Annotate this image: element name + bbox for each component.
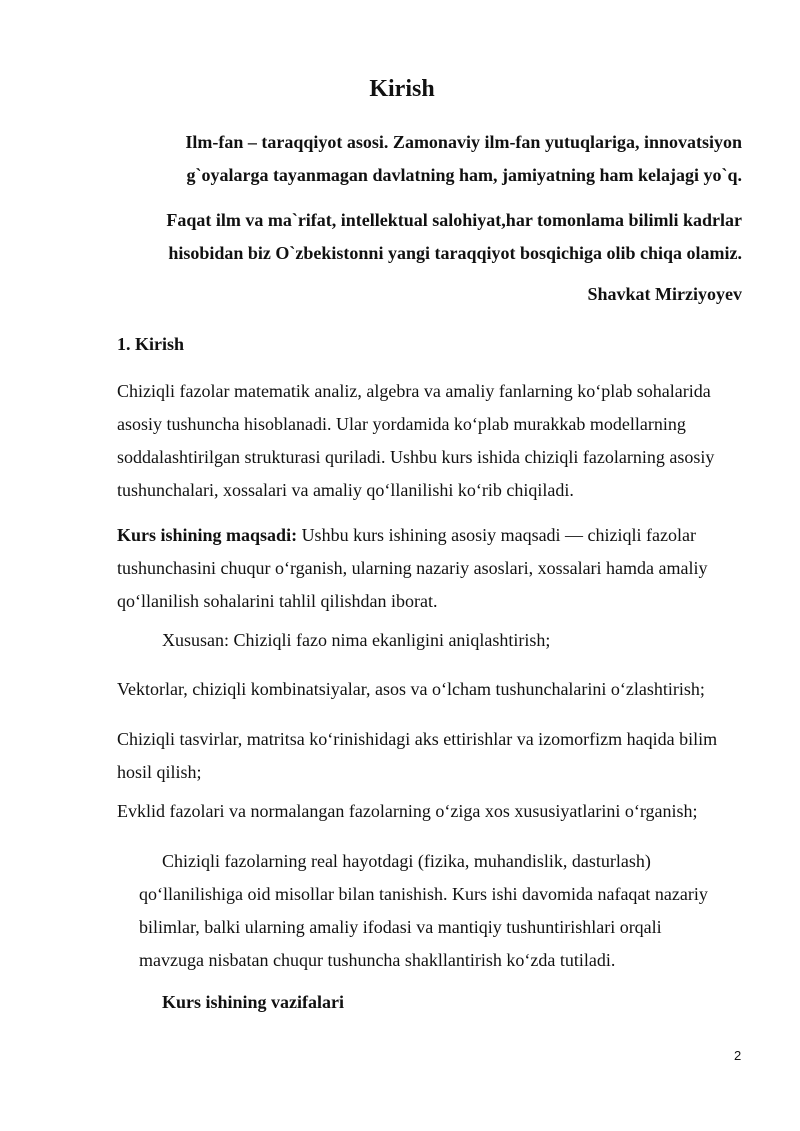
epigraph-paragraph-2: Faqat ilm va ma`rifat, intellektual salohiyat,har tomonlama bilimli kadrlar hisobidan biz O`zbekistonni yangi taraqqiyot bosqichiga olib chiqa olamiz.	[166, 210, 742, 263]
epigraph-paragraph-1: Ilm-fan – taraqqiyot asosi. Zamonaviy ilm-fan yutuqlariga, innovatsiyon g`oyalarga tayanmagan davlatning ham, jamiyatning ham kelajagi yo`q.	[185, 132, 742, 185]
goal-paragraph	[117, 519, 747, 618]
section-heading: 1. Kirish	[117, 334, 185, 354]
list-item-4: Evklid fazolari va normalangan fazolarning o‘ziga xos xususiyatlarini o‘rganish;	[117, 801, 698, 821]
goal-label: Kurs ishining maqsadi:	[117, 525, 298, 545]
list-item-2: Vektorlar, chiziqli kombinatsiyalar, asos va o‘lcham tushunchalarini o‘zlashtirish;	[117, 679, 705, 699]
epigraph-author: Shavkat Mirziyoyev	[587, 284, 742, 304]
list-item-3: Chiziqli tasvirlar, matritsa ko‘rinishidagi aks ettirishlar va izomorfizm haqida bilim hosil qilish;	[117, 729, 718, 782]
goal-text: Ushbu kurs ishining asosiy maqsadi — chiziqli fazolar tushunchasini chuqur o‘rganish, ularning nazariy asoslari, xossalari hamda amaliy qo‘llanilish sohalarini tahlil qilishdan iborat.	[117, 525, 708, 611]
page-number: 2	[734, 1048, 742, 1063]
intro-paragraph: Chiziqli fazolar matematik analiz, algebra va amaliy fanlarning ko‘plab sohalarida asosiy tushuncha hisoblanadi. Ular yordamida ko‘plab murakkab modellarning soddalashtirilgan strukturasi quriladi. Ushbu kurs ishida chiziqli fazolarning asosiy tushunchalari, xossalari va amaliy qo‘llanilishi ko‘rib chiqiladi.	[117, 381, 715, 500]
page-title: Kirish	[369, 76, 435, 102]
list-item-1: Xususan: Chiziqli fazo nima ekanligini aniqlashtirish;	[162, 630, 551, 650]
list-item-5: Chiziqli fazolarning real hayotdagi (fizika, muhandislik, dasturlash) qo‘llanilishiga oid misollar bilan tanishish. Kurs ishi davomida nafaqat nazariy bilimlar, balki ularning amaliy ifodasi va mantiqiy tushuntirishlari orqali mavzuga nisbatan chuqur tushuncha shakllantirish ko‘zda tutiladi.	[139, 851, 708, 970]
tasks-heading: Kurs ishining vazifalari	[162, 992, 345, 1012]
